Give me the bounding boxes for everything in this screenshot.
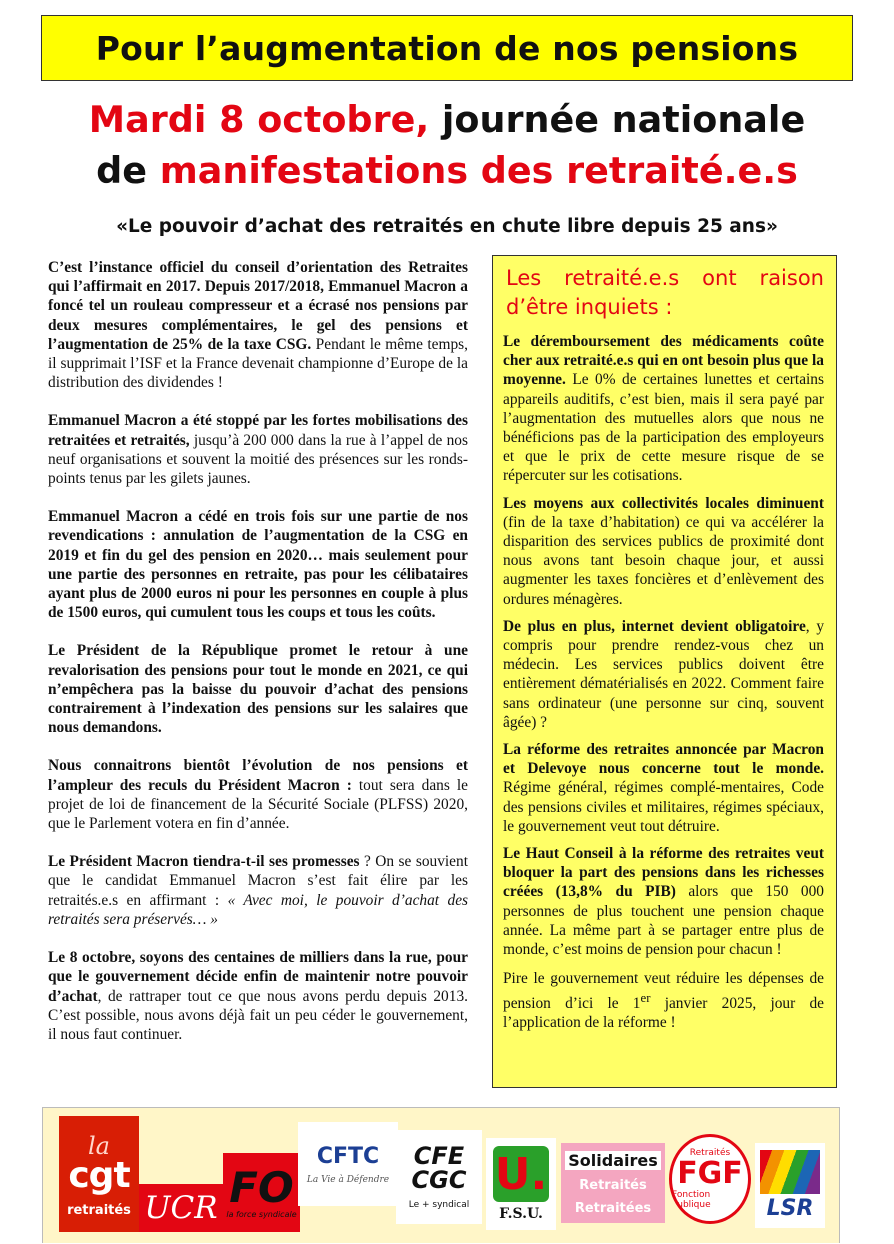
sidebar-paragraph: Le déremboursement des médicaments coûte cher aux retraité.e.s qui en ont besoin plus que la moyenne. Le 0% de certaines lunettes et certains appareils auditifs, c’est bien, mais il sera payé par l’augmentation des mutuelles alors que nous ne bénéficions pas de la participation des employeurs et que le prix de cette mesure risque de se répercuter sur les cotisations.: [503, 333, 824, 485]
fsu-logo: U. F.S.U.: [486, 1138, 556, 1230]
headline-date: Mardi 8 octobre,: [88, 98, 430, 141]
headline-line-1: [20, 94, 874, 145]
banner-title: Pour l’augmentation de nos pensions: [95, 28, 799, 68]
headline-subject: manifestations des retraité.e.s: [159, 149, 798, 192]
headline-prep: de: [96, 149, 160, 192]
article-paragraph: Nous connaitrons bientôt l’évolution de nos pensions et l’ampleur des reculs du Président Macron : tout sera dans le projet de loi de financement de la Sécurité Sociale (PLFSS) 2020, que le Parlement votera en fin d’année.: [48, 757, 468, 833]
cfe-cgc-logo: CFE CGC Le + syndical: [396, 1130, 482, 1224]
article-paragraph: Le Président Macron tiendra-t-il ses promesses ? On se souvient que le candidat Emmanuel Macron s’est fait élire par les retraités.e.s en affirmant : « Avec moi, le pouvoir d’achat des retraités sera préservés… »: [48, 853, 469, 928]
fo-logo: FO la force syndicale: [223, 1153, 300, 1232]
headline: [20, 94, 874, 196]
article-paragraph: Le Président de la République promet le retour à une revalorisation des pensions pour tout le monde en 2021, ce qui n’empêchera pas la baisse du pouvoir d’achat des pensions contrairement à l’indexation des pensions sur les salaires que nous demandons.: [48, 642, 468, 737]
headline-event: journée nationale: [429, 98, 806, 141]
sidebar-paragraph: Les moyens aux collectivités locales diminuent (fin de la taxe d’habitation) ce qui va accélérer la disparition des services publics de proximité dont nous avons tant besoin chaque jour, et aussi augmenter les taxes foncières et d’enlèvement des ordures ménagères.: [503, 494, 824, 608]
article-paragraph: Emmanuel Macron a cédé en trois fois sur une partie de nos revendications : annulation de l’augmentation de la CSG en 2019 et fin du gel des pension en 2020… mais seulement pour une partie des personnes en retraite, pas pour les célibataires ayant plus de 2000 euros ni pour les personnes en couple à plus de 1500 euros, qui cumulent tous les coups et tous les coûts.: [48, 508, 468, 622]
sidebar-paragraph: Pire le gouvernement veut réduire les dépenses de pension d’ici le 1er janvier 2025, jour de l’application de la réforme !: [503, 970, 824, 1031]
article-paragraph: C’est l’instance officiel du conseil d’orientation des Retraites qui l’affirmait en 2017. Depuis 2017/2018, Emmanuel Macron a foncé tel un rouleau compresseur et a écrasé nos pensions par deux mesures complémentaires, le gel des pensions et l’augmentation de 25% de la taxe CSG. Pendant le même temps, il supprimait l’ISF et la France devenait championne d’Europe de la distribution des dividendes !: [48, 259, 468, 392]
ucr-logo: UCR: [139, 1184, 223, 1232]
fgf-logo: Retraités FGF Fonction Publique: [669, 1134, 751, 1224]
lsr-logo: LSR: [755, 1143, 825, 1228]
article-paragraph: Le 8 octobre, soyons des centaines de milliers dans la rue, pour que le gouvernement décide enfin de maintenir notre pouvoir d’achat, de rattraper tout ce que nous avons perdu depuis 2013. C’est possible, nous avons déjà fait un peu céder le gouvernement, il nous faut continuer.: [48, 949, 468, 1043]
sidebar-paragraph: Le Haut Conseil à la réforme des retraites veut bloquer la part des pensions dans les richesses créées (13,8% du PIB) alors que 150 000 personnes de plus touchent une pension chaque année. La même part à se partager entre plus de monde, c’est moins de pension pour chacun !: [503, 845, 824, 959]
solidaires-logo: Solidaires Retraités Retraitées: [561, 1143, 665, 1223]
union-logos-band: [42, 1107, 840, 1243]
headline-line-2: [20, 145, 874, 196]
title-banner: [41, 15, 853, 81]
article-paragraph: Emmanuel Macron a été stoppé par les fortes mobilisations des retraitées et retraités, jusqu’à 200 000 dans la rue à l’appel de nos neuf organisations et souvent la moitié des présences sur les ronds-points tenus par les gilets jaunes.: [48, 412, 468, 488]
sidebar-paragraph: La réforme des retraites annoncée par Macron et Delevoye nous concerne tout le monde. Régime général, régimes complé-mentaires, Code des pensions civiles et militaires, régimes spéciaux, le gouvernement veut tout détruire.: [503, 741, 824, 835]
sidebar-box: [492, 255, 837, 1088]
pull-quote: «Le pouvoir d’achat des retraités en chute libre depuis 25 ans»: [116, 216, 778, 237]
sidebar-paragraph: De plus en plus, internet devient obligatoire, y compris pour prendre rendez-vous chez un médecin. Les services publics doivent être entièrement dématérialisés en 2022. Comment faire sans ordinateur (une personne sur cinq, souvent âgée) ?: [503, 617, 825, 731]
main-article: [48, 258, 468, 1063]
sidebar-title: Les retraité.e.s ont raison d’être inquiets :: [506, 266, 824, 319]
cftc-logo: CFTC La Vie à Défendre: [298, 1122, 398, 1206]
cgt-logo: la cgt retraités: [59, 1116, 139, 1232]
